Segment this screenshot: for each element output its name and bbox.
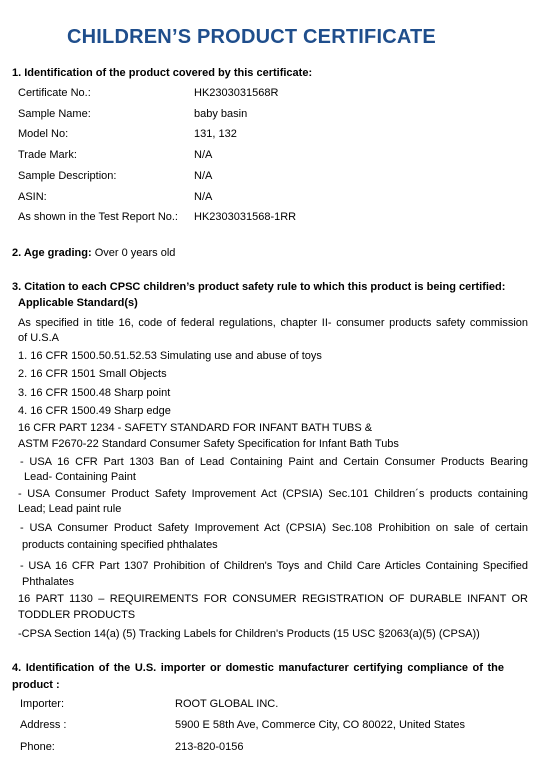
address-label: Address : [20,719,67,731]
address-value: 5900 E 58th Ave, Commerce City, CO 80022, United States [175,719,466,731]
cpsia-108-line-2: products containing specified phthalates [22,539,218,551]
cpsia-108-line-1: - USA Consumer Product Safety Improvement Act (CPSIA) Sec.108 Prohibition on sale of certain [20,522,528,534]
certificate-no-value: HK2303031568R [194,87,279,99]
sample-name-value: baby basin [194,108,248,120]
usa-1303-line-2: Lead- Containing Paint [24,471,136,483]
standard-item: 2. 16 CFR 1501 Small Objects [18,368,167,380]
test-report-value: HK2303031568-1RR [194,211,297,223]
certificate-title: CHILDREN’S PRODUCT CERTIFICATE [67,26,436,48]
section4-heading-line-2: product : [12,679,60,691]
section4-heading-line-1: 4. Identification of the U.S. importer or domestic manufacturer certifying compliance of the [12,662,504,674]
age-grading-value: Over 0 years old [91,247,176,259]
usa-1303-line-1: - USA 16 CFR Part 1303 Ban of Lead Containing Paint and Certain Consumer Products Bearing [20,456,528,468]
standard-item: 1. 16 CFR 1500.50.51.52.53 Simulating use and abuse of toys [18,350,322,362]
importer-label: Importer: [20,698,65,710]
trade-mark-label: Trade Mark: [18,149,77,161]
model-no-label: Model No: [18,128,69,140]
part-1234: 16 CFR PART 1234 - SAFETY STANDARD FOR INFANT BATH TUBS & [18,422,373,434]
cpsia-101-line-2: Lead; Lead paint rule [18,503,122,515]
test-report-label: As shown in the Test Report No.: [18,211,178,223]
asin-label: ASIN: [18,191,47,203]
certificate-no-label: Certificate No.: [18,87,91,99]
part-1130-line-2: TODDLER PRODUCTS [18,609,136,621]
usa-1307-line-1: - USA 16 CFR Part 1307 Prohibition of Children's Toys and Child Care Articles Containing Specified [20,560,528,572]
asin-value: N/A [194,191,213,203]
age-grading-heading: 2. Age grading: [12,247,92,259]
phone-label: Phone: [20,741,55,753]
astm-f2670: ASTM F2670-22 Standard Consumer Safety Specification for Infant Bath Tubs [18,438,399,450]
sample-description-label: Sample Description: [18,170,117,182]
importer-value: ROOT GLOBAL INC. [175,698,279,710]
sample-description-value: N/A [194,170,213,182]
intro-line-2: of U.S.A [18,332,59,344]
cpsa-section-14: -CPSA Section 14(a) (5) Tracking Labels for Children's Products (15 USC §2063(a)(5) (CPSA)) [18,628,480,640]
usa-1307-line-2: Phthalates [22,576,74,588]
applicable-standards-subheading: Applicable Standard(s) [18,297,138,309]
age-grading [12,247,175,260]
cpsia-101-line-1: - USA Consumer Product Safety Improvement Act (CPSIA) Sec.101 Children´s products containing [18,488,528,500]
trade-mark-value: N/A [194,149,213,161]
phone-value: 213-820-0156 [175,741,244,753]
section1-heading: 1. Identification of the product covered by this certificate: [12,67,313,79]
standard-item: 3. 16 CFR 1500.48 Sharp point [18,387,171,399]
intro-line-1: As specified in title 16, code of federal regulations, chapter II- consumer products safety commission [18,317,528,329]
standard-item: 4. 16 CFR 1500.49 Sharp edge [18,405,171,417]
model-no-value: 131, 132 [194,128,237,140]
section3-heading: 3. Citation to each CPSC children’s product safety rule to which this product is being certified: [12,281,506,293]
part-1130-line-1: 16 PART 1130 – REQUIREMENTS FOR CONSUMER REGISTRATION OF DURABLE INFANT OR [18,593,528,605]
sample-name-label: Sample Name: [18,108,91,120]
